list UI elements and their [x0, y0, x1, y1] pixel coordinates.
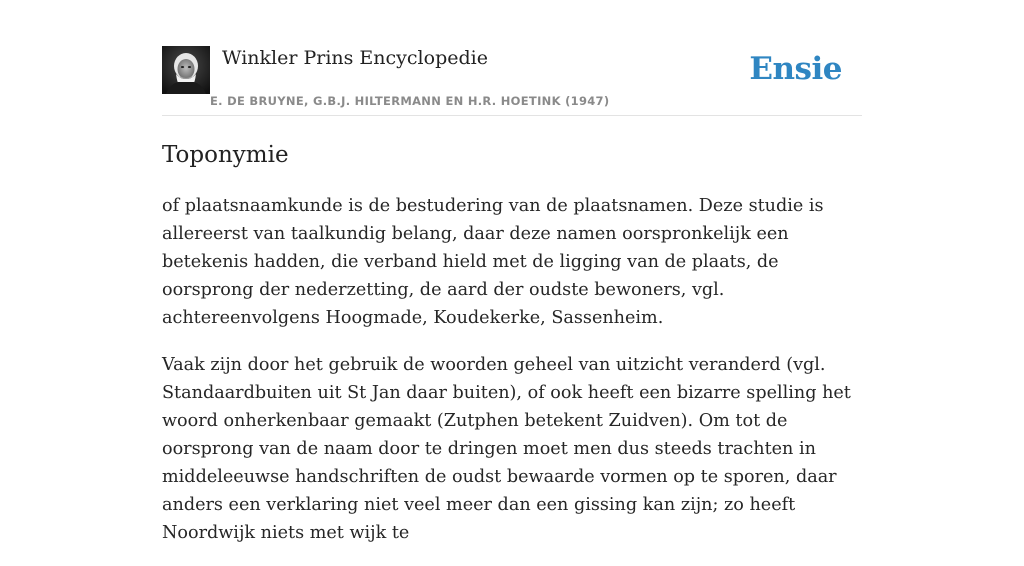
article-title: Toponymie [162, 142, 289, 168]
site-title[interactable]: Winkler Prins Encyclopedie [222, 47, 488, 69]
author-byline: E. DE BRUYNE, G.B.J. HILTERMANN EN H.R. HOETINK (1947) [210, 94, 610, 108]
portrait-image [162, 46, 210, 94]
article-paragraph: of plaatsnaamkunde is de bestudering van de plaatsnamen. Deze studie is allereerst van taalkundig belang, daar deze namen oorspronkelijk een betekenis hadden, die verband hield met de ligging van de plaats, de oorsprong der nederzetting, de aard der oudste bewoners, vgl. achtereenvolgens Hoogmade, Koudekerke, Sassenheim. [162, 196, 824, 328]
ensie-logo[interactable]: Ensie [749, 51, 842, 87]
article-paragraph: Vaak zijn door het gebruik de woorden geheel van uitzicht veranderd (vgl. Standaardbuiten uit St Jan daar buiten), of ook heeft een bizarre spelling het woord onherkenbaar gemaakt (Zutphen betekent Zuidven). Om tot de oorsprong van de naam door te dringen moet men dus steeds trachten in middeleeuwse handschriften de oudst bewaarde vormen op te sporen, daar anders een verklaring niet veel meer dan een gissing kan zijn; zo heeft Noordwijk niets met wijk te [162, 355, 851, 543]
article-body [162, 192, 862, 566]
site-header [162, 40, 862, 116]
author-portrait-avatar [162, 46, 210, 94]
